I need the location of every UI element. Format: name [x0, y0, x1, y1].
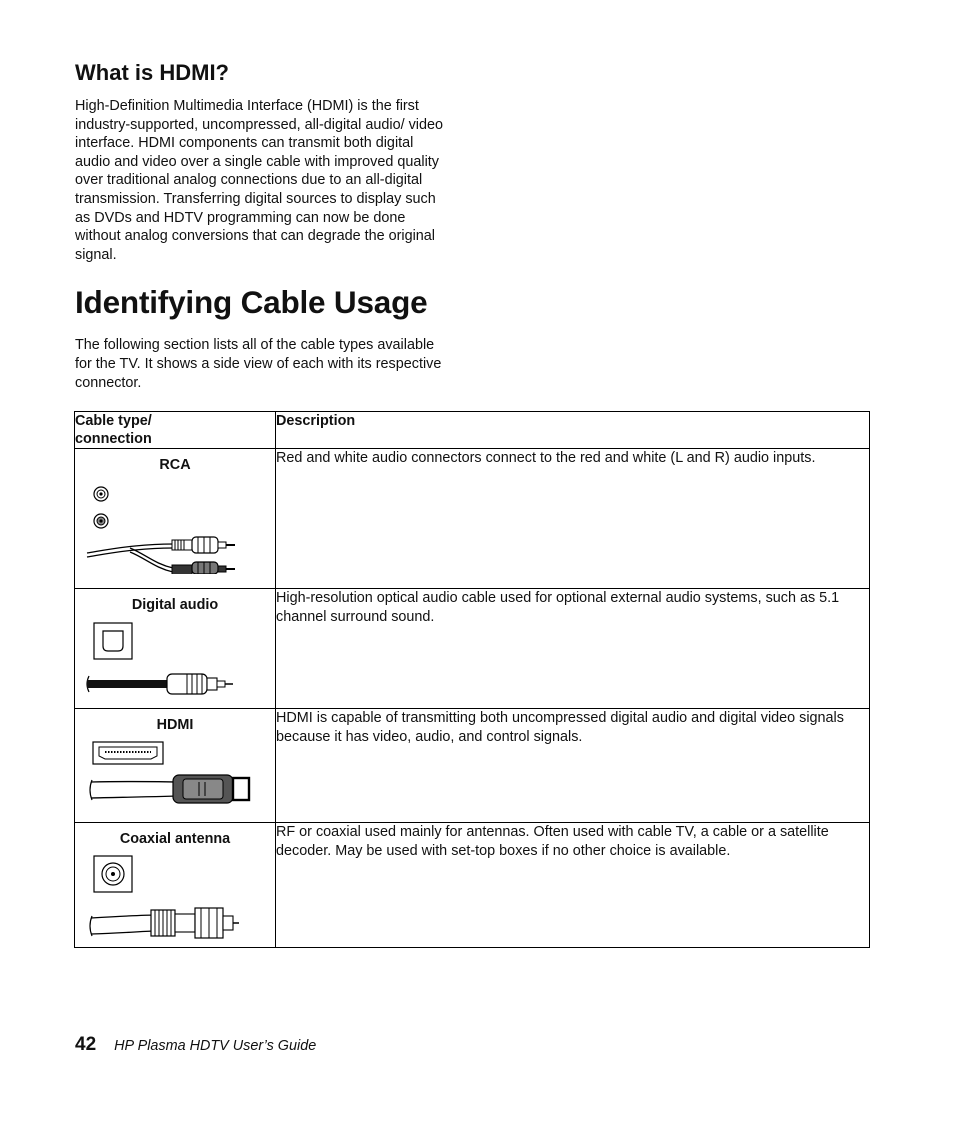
type-label-coaxial: Coaxial antenna — [119, 831, 231, 847]
col-header-cable-type — [75, 412, 276, 449]
col-header-description: Description — [276, 412, 870, 449]
hdmi-connector-icon — [75, 734, 275, 818]
table-row-hdmi — [75, 709, 870, 823]
cell-desc-rca: Red and white audio connectors connect to the red and white (L and R) audio inputs. — [276, 449, 870, 589]
type-label-rca: RCA — [159, 457, 191, 473]
page-footer — [75, 1034, 316, 1056]
col-header-cable-type-line1: Cable type/ — [75, 413, 152, 429]
cell-desc-digital-audio: High-resolution optical audio cable used for optional external audio systems, such as 5.1 channel surround sound. — [276, 589, 870, 709]
cell-type-hdmi — [75, 709, 276, 823]
page-heading: Identifying Cable Usage — [75, 284, 428, 320]
optical-connector-icon — [75, 614, 275, 704]
coaxial-connector-icon — [75, 848, 275, 943]
lead-paragraph: The following section lists all of the cable types available for the TV. It shows a side view of each with its respective connector. — [75, 337, 442, 391]
optical-jack-icon — [94, 623, 132, 659]
rca-jack-white-icon — [94, 487, 108, 501]
coaxial-jack-icon — [94, 856, 132, 892]
page-number: 42 — [75, 1034, 97, 1055]
cell-desc-coaxial: RF or coaxial used mainly for antennas. Often used with cable TV, a cable or a satellite decoder. May be used with set-top boxes if no other choice is available. — [276, 823, 870, 948]
hdmi-intro-paragraph: High-Definition Multimedia Interface (HDMI) is the first industry-supported, uncompressed, all-digital audio/ video interface. HDMI components can transmit both digital audio and video over a single cable with improved quality over traditional analog connections due to an all-digital transmission. Transferring digital sources to display such as DVDs and HDTV programming can now be done without analog conversions that can degrade the original signal. — [75, 98, 443, 263]
table-row-digital-audio — [75, 589, 870, 709]
cable-table — [74, 411, 870, 948]
section-title-what-is-hdmi: What is HDMI? — [75, 60, 229, 85]
cell-type-digital-audio — [75, 589, 276, 709]
cell-desc-hdmi: HDMI is capable of transmitting both uncompressed digital audio and digital video signals because it has video, audio, and control signals. — [276, 709, 870, 823]
rca-jack-red-icon — [94, 514, 108, 528]
col-header-cable-type-line2: connection — [75, 431, 152, 447]
table-row-coaxial — [75, 823, 870, 948]
cell-type-rca — [75, 449, 276, 589]
table-header-row — [75, 412, 870, 449]
table-row-rca — [75, 449, 870, 589]
hdmi-port-icon — [93, 742, 163, 764]
type-label-digital-audio: Digital audio — [131, 597, 219, 613]
rca-connector-icon — [75, 474, 275, 574]
type-label-hdmi: HDMI — [156, 717, 194, 733]
footer-title: HP Plasma HDTV User’s Guide — [114, 1038, 317, 1054]
cell-type-coaxial — [75, 823, 276, 948]
